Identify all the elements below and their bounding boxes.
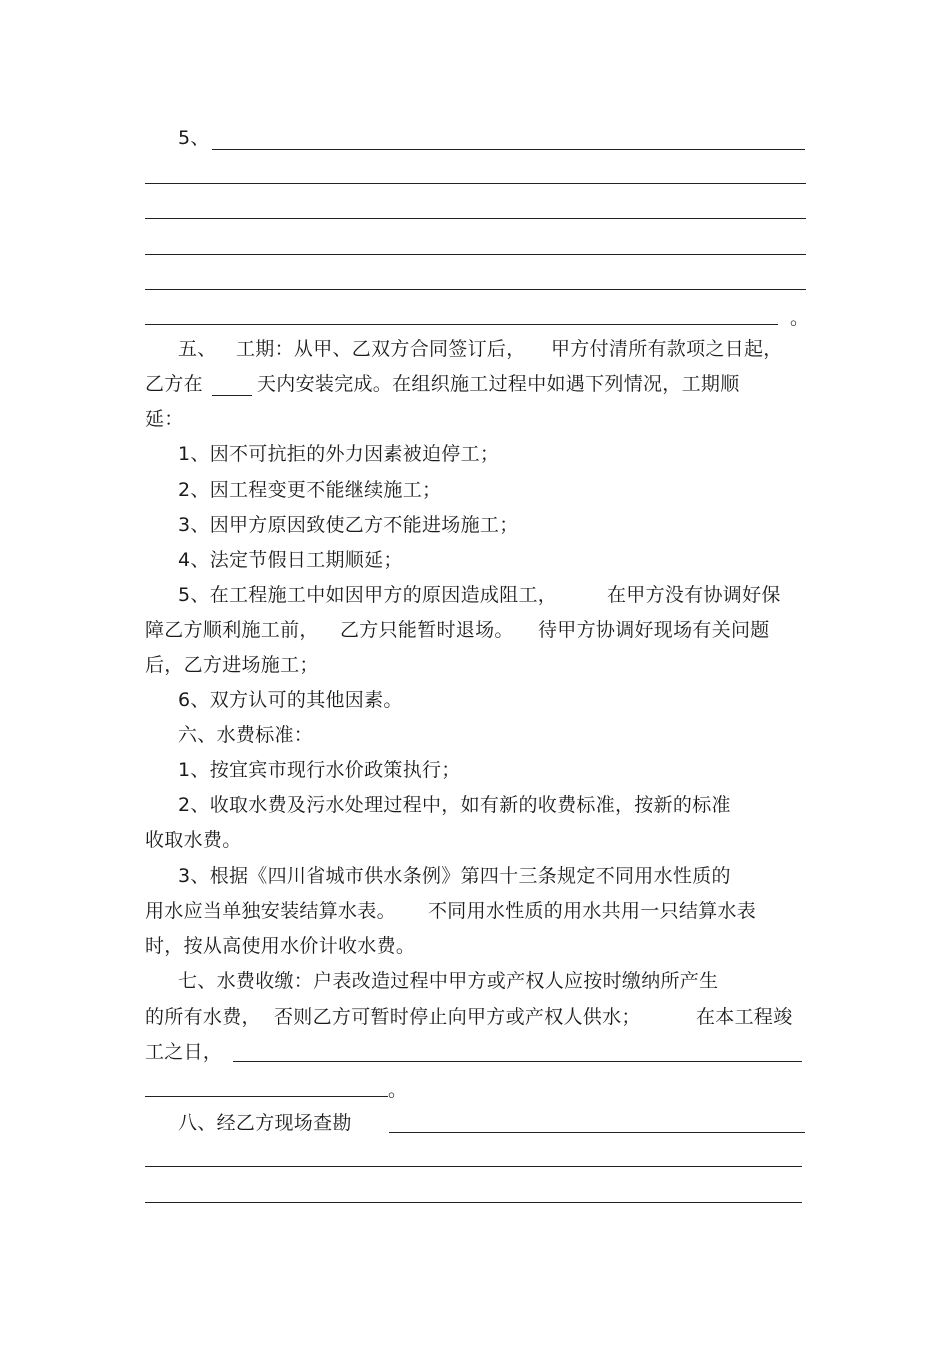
list-item: 3、因甲方原因致使乙方不能进场施工； xyxy=(178,514,519,536)
section-5-line3: 延： xyxy=(145,408,184,430)
list-item: 1、按宜宾市现行水价政策执行； xyxy=(178,759,461,781)
list-item: 乙方只能暂时退场。 xyxy=(340,619,514,641)
end-mark: 。 xyxy=(790,307,810,329)
list-item: 待甲方协调好现场有关问题 xyxy=(538,619,770,641)
list-item: 在甲方没有协调好保 xyxy=(607,584,781,606)
blank-line xyxy=(212,149,805,150)
section-5-heading: 五、 xyxy=(178,338,217,360)
blank-line xyxy=(145,289,806,290)
list-item: 6、双方认可的其他因素。 xyxy=(178,689,403,711)
blank-line xyxy=(145,1166,802,1167)
list-item: 障乙方顺利施工前， xyxy=(145,619,319,641)
blank-line xyxy=(389,1132,805,1133)
list-item: 3、根据《四川省城市供水条例》第四十三条规定不同用水性质的 xyxy=(178,865,731,887)
section-7-line2a: 的所有水费， xyxy=(145,1006,261,1028)
blank-line xyxy=(145,218,806,219)
section-5-line2a: 乙方在 xyxy=(145,373,203,395)
list-item: 5、在工程施工中如因甲方的原因造成阻工， xyxy=(178,584,558,606)
section-7-line3: 工之日， xyxy=(145,1041,223,1063)
list-item: 2、因工程变更不能继续施工； xyxy=(178,479,442,501)
blank-line xyxy=(145,183,806,184)
item-5-label: 5、 xyxy=(178,127,210,149)
section-8-heading: 八、经乙方现场查勘 xyxy=(178,1112,352,1134)
section-5-line1: 工期：从甲、乙双方合同签订后， xyxy=(236,338,526,360)
blank-line xyxy=(233,1061,802,1062)
list-item: 不同用水性质的用水共用一只结算水表 xyxy=(428,900,757,922)
section-7-line1: 七、水费收缴：户表改造过程中甲方或产权人应按时缴纳所产生 xyxy=(178,970,719,992)
days-blank xyxy=(212,395,252,396)
end-mark: 。 xyxy=(388,1079,408,1101)
list-item: 1、因不可抗拒的外力因素被迫停工； xyxy=(178,443,500,465)
blank-line xyxy=(145,254,806,255)
section-7-line2b: 否则乙方可暂时停止向甲方或产权人供水； xyxy=(274,1006,641,1028)
section-5-line1b: 甲方付清所有款项之日起， xyxy=(551,338,783,360)
blank-line xyxy=(145,324,778,325)
list-item: 4、法定节假日工期顺延； xyxy=(178,549,403,571)
section-6-heading: 六、水费标准： xyxy=(178,724,314,746)
list-item: 收取水费。 xyxy=(145,829,242,851)
section-5-line2b: 天内安装完成。在组织施工过程中如遇下列情况，工期顺 xyxy=(257,373,740,395)
blank-line xyxy=(145,1096,388,1097)
list-item: 用水应当单独安装结算水表。 xyxy=(145,900,396,922)
list-item: 2、收取水费及污水处理过程中，如有新的收费标准，按新的标准 xyxy=(178,794,731,816)
blank-line xyxy=(145,1202,802,1203)
list-item: 时，按从高使用水价计收水费。 xyxy=(145,935,416,957)
section-7-line2c: 在本工程竣 xyxy=(696,1006,793,1028)
list-item: 后，乙方进场施工； xyxy=(145,654,319,676)
